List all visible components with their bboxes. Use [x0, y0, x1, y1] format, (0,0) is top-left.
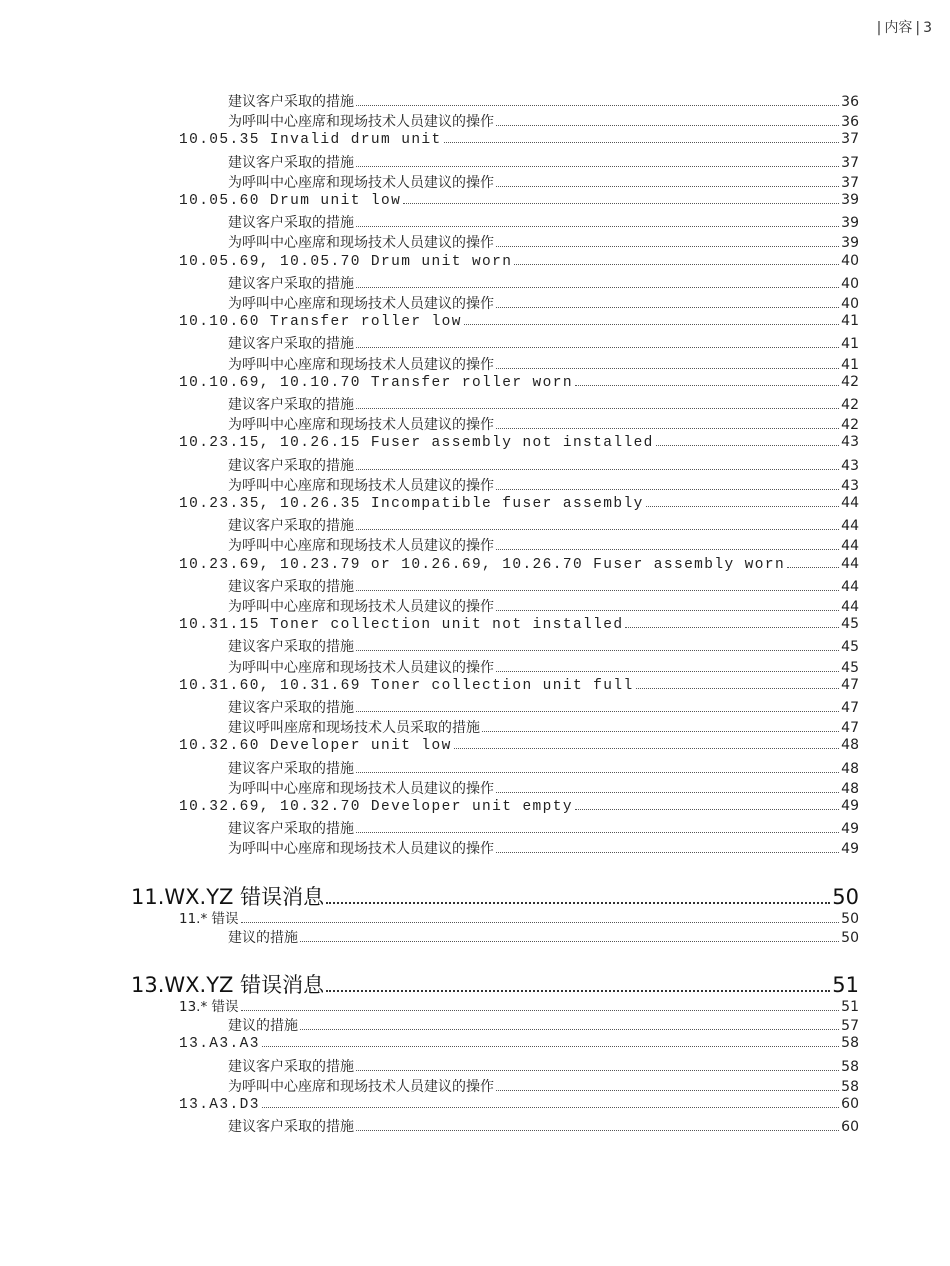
- toc-page-number: 60: [841, 1119, 859, 1136]
- dot-leader: [496, 671, 839, 672]
- toc-entry[interactable]: [179, 1096, 859, 1116]
- dot-leader: [636, 688, 840, 689]
- dot-leader: [496, 549, 839, 550]
- dot-leader: [496, 246, 839, 247]
- toc-entry[interactable]: [179, 253, 859, 273]
- toc-entry[interactable]: [179, 374, 859, 394]
- toc-entry[interactable]: [179, 1035, 859, 1055]
- dot-leader: [356, 166, 839, 167]
- dot-leader: [356, 529, 839, 530]
- toc-entry[interactable]: [228, 1056, 859, 1076]
- toc-page-number: 37: [841, 154, 859, 171]
- toc-page-number: 40: [841, 252, 859, 269]
- toc-page-number: 41: [841, 336, 859, 353]
- toc-entry[interactable]: [228, 455, 859, 475]
- toc-entry-title: 为呼叫中心座席和现场技术人员建议的操作: [228, 599, 494, 615]
- toc-page-number: 49: [841, 821, 859, 838]
- dot-leader: [356, 347, 839, 348]
- toc-entry-title: 为呼叫中心座席和现场技术人员建议的操作: [228, 1078, 494, 1095]
- toc-entry-title: 建议客户采取的措施: [228, 397, 354, 413]
- dot-leader: [356, 832, 839, 833]
- dot-leader: [656, 445, 839, 446]
- toc-entry-title: 建议客户采取的措施: [228, 94, 354, 110]
- header-page-number: 3: [923, 20, 932, 36]
- toc-entry[interactable]: [228, 657, 859, 677]
- toc-page-number: 51: [841, 999, 859, 1015]
- toc-page-number: 44: [841, 518, 859, 535]
- toc-entry-title: 为呼叫中心座席和现场技术人员建议的操作: [228, 356, 494, 373]
- toc-entry-title: 建议客户采取的措施: [228, 700, 354, 716]
- toc-entry-title: 为呼叫中心座席和现场技术人员建议的操作: [228, 296, 494, 312]
- dot-leader: [625, 627, 839, 628]
- dot-leader: [356, 650, 839, 651]
- toc-page-number: 49: [841, 841, 859, 858]
- toc-page-number: 37: [841, 131, 859, 148]
- toc-entry[interactable]: [228, 475, 859, 495]
- toc-page-number: 40: [841, 296, 859, 312]
- toc-entry-title: 10.05.69, 10.05.70 Drum unit worn: [179, 253, 513, 270]
- toc-entry-title: 建议客户采取的措施: [228, 275, 354, 292]
- toc-page-number: 45: [841, 639, 859, 656]
- toc-entry-title: 10.05.60 Drum unit low: [179, 193, 402, 209]
- dot-leader: [356, 105, 839, 106]
- toc-entry[interactable]: [228, 1116, 859, 1136]
- toc-entry[interactable]: [228, 535, 859, 555]
- toc-entry-title: 建议客户采取的措施: [228, 760, 354, 777]
- toc-entry[interactable]: [228, 333, 859, 353]
- toc-page-number: 48: [841, 737, 859, 754]
- toc-page-number: 44: [841, 578, 859, 595]
- toc-entry-title: 13.A3.A3: [179, 1036, 260, 1053]
- dot-leader: [262, 1107, 839, 1108]
- dot-leader: [496, 125, 839, 126]
- toc-entry[interactable]: [179, 131, 859, 151]
- toc-entry-title: 为呼叫中心座席和现场技术人员建议的操作: [228, 235, 494, 252]
- dot-leader: [241, 1010, 840, 1011]
- toc-page-number: 44: [841, 599, 859, 615]
- toc-page-number: 58: [841, 1035, 859, 1052]
- toc-entry[interactable]: [228, 758, 859, 778]
- toc-entry[interactable]: [228, 293, 859, 313]
- toc-entry-title: 建议的措施: [228, 1018, 298, 1035]
- toc-entry-title: 13.* 错误: [179, 999, 239, 1015]
- toc-entry-title: 为呼叫中心座席和现场技术人员建议的操作: [228, 114, 494, 131]
- dot-leader: [496, 368, 839, 369]
- toc-entry-title: 建议客户采取的措施: [228, 578, 354, 595]
- dot-leader: [444, 142, 840, 143]
- toc-page-number: 44: [841, 538, 859, 555]
- toc-entry-title: 10.23.35, 10.26.35 Incompatible fuser assembly: [179, 496, 644, 512]
- toc-page-number: 47: [841, 700, 859, 716]
- header-divider: |: [915, 20, 921, 36]
- toc-page-number: 42: [841, 397, 859, 413]
- toc-chapter-entry[interactable]: [131, 881, 859, 909]
- dot-leader: [356, 287, 839, 288]
- toc-page-number: 58: [841, 1058, 859, 1075]
- toc-entry-title: 为呼叫中心座席和现场技术人员建议的操作: [228, 477, 494, 494]
- toc-page-number: 45: [841, 659, 859, 676]
- toc-page-number: 39: [841, 235, 859, 252]
- toc-page-number: 60: [841, 1096, 859, 1112]
- toc-entry[interactable]: [179, 192, 859, 212]
- dot-leader: [496, 428, 839, 429]
- toc-entry[interactable]: [228, 818, 859, 838]
- toc-page-number: 48: [841, 780, 859, 797]
- dot-leader: [262, 1046, 839, 1047]
- toc-entry[interactable]: [228, 778, 859, 798]
- toc-entry-title: 为呼叫中心座席和现场技术人员建议的操作: [228, 417, 494, 434]
- toc-entry[interactable]: [228, 111, 859, 131]
- toc-entry[interactable]: [228, 927, 859, 947]
- toc-entry[interactable]: [179, 737, 859, 757]
- toc-entry-title: 13.A3.D3: [179, 1097, 260, 1113]
- dot-leader: [787, 567, 839, 568]
- toc-entry[interactable]: [179, 556, 859, 576]
- toc-page-number: 48: [841, 760, 859, 777]
- dot-leader: [356, 469, 839, 470]
- toc-page-number: 44: [841, 495, 859, 511]
- toc-entry[interactable]: [228, 576, 859, 596]
- dot-leader: [326, 990, 830, 992]
- toc-entry[interactable]: [228, 273, 859, 293]
- toc-page-number: 37: [841, 174, 859, 191]
- toc-entry[interactable]: [228, 91, 859, 111]
- dot-leader: [356, 226, 839, 227]
- dot-leader: [514, 264, 839, 265]
- toc-entry-title: 为呼叫中心座席和现场技术人员建议的操作: [228, 780, 494, 797]
- toc-entry[interactable]: [228, 838, 859, 858]
- dot-leader: [575, 809, 839, 810]
- dot-leader: [496, 307, 839, 308]
- toc-entry[interactable]: [228, 354, 859, 374]
- toc-entry-title: 建议客户采取的措施: [228, 336, 354, 353]
- toc-entry[interactable]: [179, 798, 859, 818]
- dot-leader: [356, 711, 839, 712]
- dot-leader: [454, 748, 839, 749]
- toc-entry[interactable]: [228, 596, 859, 616]
- toc-entry-title: 为呼叫中心座席和现场技术人员建议的操作: [228, 841, 494, 858]
- toc-page-number: 42: [841, 373, 859, 390]
- toc-entry-title: 建议客户采取的措施: [228, 457, 354, 474]
- dot-leader: [403, 203, 839, 204]
- header-divider: |: [876, 20, 882, 36]
- toc-entry[interactable]: [228, 172, 859, 192]
- toc-entry-title: 为呼叫中心座席和现场技术人员建议的操作: [228, 538, 494, 555]
- dot-leader: [300, 1029, 839, 1030]
- toc-entry[interactable]: [179, 677, 859, 697]
- toc-page-number: 41: [841, 313, 859, 330]
- toc-entry[interactable]: [228, 636, 859, 656]
- dot-leader: [241, 922, 840, 923]
- dot-leader: [356, 590, 839, 591]
- toc-entry[interactable]: [228, 212, 859, 232]
- toc-entry-title: 10.32.60 Developer unit low: [179, 738, 452, 755]
- dot-leader: [496, 1090, 839, 1091]
- dot-leader: [496, 489, 839, 490]
- toc-entry[interactable]: [228, 152, 859, 172]
- toc-entry-title: 建议客户采取的措施: [228, 215, 354, 232]
- toc-entry-title: 建议客户采取的措施: [228, 518, 354, 535]
- toc-entry[interactable]: [179, 995, 859, 1015]
- toc-entry[interactable]: [179, 434, 859, 454]
- dot-leader: [646, 506, 840, 507]
- toc-page-number: 50: [841, 910, 859, 927]
- dot-leader: [496, 186, 839, 187]
- dot-leader: [356, 1130, 839, 1131]
- toc-page-number: 50: [832, 884, 859, 909]
- toc-entry[interactable]: [228, 515, 859, 535]
- toc-entry-title: 13.WX.YZ 错误消息: [131, 973, 325, 997]
- dot-leader: [326, 902, 830, 904]
- toc-page-number: 49: [841, 798, 859, 814]
- dot-leader: [464, 324, 839, 325]
- toc-entry[interactable]: [179, 907, 859, 927]
- toc-entry[interactable]: [228, 1076, 859, 1096]
- toc-page-number: 43: [841, 477, 859, 494]
- dot-leader: [496, 610, 839, 611]
- toc-entry-title: 10.23.15, 10.26.15 Fuser assembly not installed: [179, 435, 654, 452]
- toc-entry-title: 建议客户采取的措施: [228, 1119, 354, 1136]
- toc-entry[interactable]: [228, 697, 859, 717]
- toc-entry-title: 为呼叫中心座席和现场技术人员建议的操作: [228, 174, 494, 191]
- toc-entry[interactable]: [228, 394, 859, 414]
- toc-page-number: 36: [841, 114, 859, 131]
- toc-entry-title: 建议的措施: [228, 929, 298, 946]
- toc-entry-title: 建议客户采取的措施: [228, 1058, 354, 1075]
- toc-entry[interactable]: [179, 495, 859, 515]
- running-header: [874, 17, 932, 37]
- toc-entry-title: 11.WX.YZ 错误消息: [131, 884, 325, 909]
- toc-page-number: 51: [832, 973, 859, 997]
- toc-entry-title: 10.10.69, 10.10.70 Transfer roller worn: [179, 374, 573, 391]
- toc-page-number: 42: [841, 417, 859, 434]
- toc-chapter-entry[interactable]: [131, 969, 859, 997]
- toc-entry[interactable]: [179, 616, 859, 636]
- dot-leader: [482, 731, 839, 732]
- toc-page-number: 39: [841, 192, 859, 208]
- dot-leader: [356, 1070, 839, 1071]
- dot-leader: [356, 772, 839, 773]
- dot-leader: [300, 941, 839, 942]
- toc-entry[interactable]: [179, 313, 859, 333]
- toc-page-number: 47: [841, 720, 859, 737]
- toc-page-number: 57: [841, 1018, 859, 1035]
- toc-entry[interactable]: [228, 1015, 859, 1035]
- toc-page-number: 41: [841, 356, 859, 373]
- toc-entry-title: 10.10.60 Transfer roller low: [179, 314, 462, 331]
- toc-entry[interactable]: [228, 414, 859, 434]
- toc-entry-title: 10.31.60, 10.31.69 Toner collection unit full: [179, 677, 634, 694]
- toc-page-number: 40: [841, 275, 859, 292]
- toc-entry-title: 建议客户采取的措施: [228, 821, 354, 838]
- toc-entry-title: 建议客户采取的措施: [228, 639, 354, 656]
- toc-page-number: 44: [841, 555, 859, 572]
- toc-entry-title: 10.32.69, 10.32.70 Developer unit empty: [179, 799, 573, 815]
- toc-page-number: 43: [841, 457, 859, 474]
- toc-entry-title: 10.05.35 Invalid drum unit: [179, 132, 442, 149]
- toc-page-number: 50: [841, 929, 859, 946]
- toc-entry-title: 为呼叫中心座席和现场技术人员建议的操作: [228, 659, 494, 676]
- toc-entry[interactable]: [228, 232, 859, 252]
- toc-page-number: 39: [841, 215, 859, 232]
- toc-entry-title: 10.31.15 Toner collection unit not installed: [179, 617, 624, 634]
- toc-page-number: 36: [841, 94, 859, 110]
- dot-leader: [575, 385, 839, 386]
- toc-page-number: 58: [841, 1078, 859, 1095]
- toc-entry-title: 建议呼叫座席和现场技术人员采取的措施: [228, 720, 480, 737]
- dot-leader: [496, 792, 839, 793]
- toc-entry-title: 11.* 错误: [179, 910, 239, 927]
- toc-entry-title: 10.23.69, 10.23.79 or 10.26.69, 10.26.70 Fuser assembly worn: [179, 556, 786, 573]
- dot-leader: [356, 408, 839, 409]
- toc-page-number: 47: [841, 676, 859, 693]
- toc-entry-title: 建议客户采取的措施: [228, 154, 354, 171]
- toc-page-number: 45: [841, 616, 859, 633]
- toc-page-number: 43: [841, 434, 859, 451]
- header-section: 内容: [884, 20, 913, 36]
- toc-entry[interactable]: [228, 717, 859, 737]
- dot-leader: [496, 852, 839, 853]
